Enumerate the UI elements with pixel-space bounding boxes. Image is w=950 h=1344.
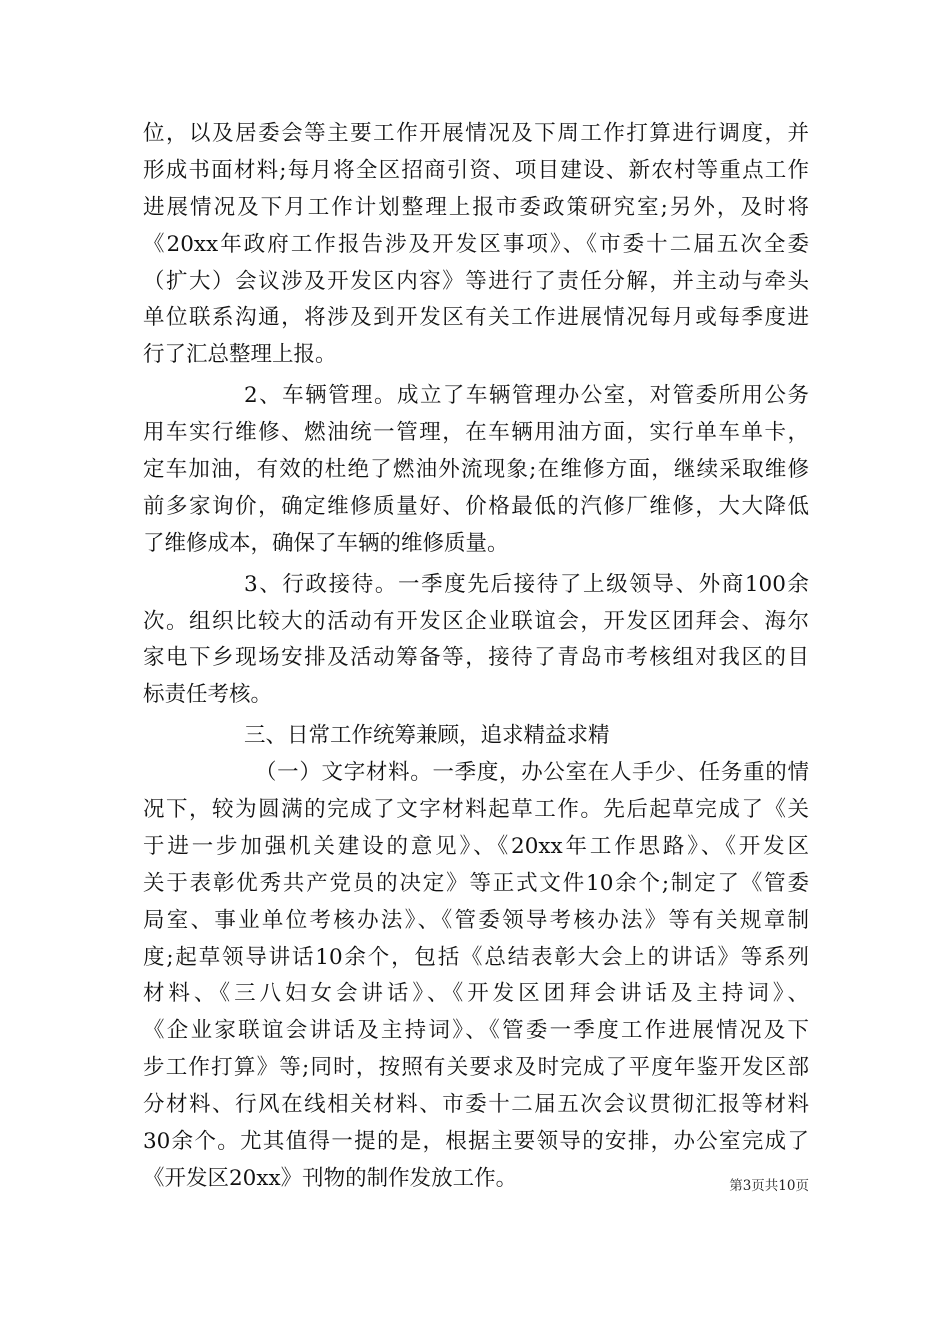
text-line: 行了汇总整理上报。	[143, 342, 337, 368]
document-body	[143, 116, 809, 1198]
text-line: 30余个。尤其值得一提的是，根据主要领导的安排，办公室完成了	[143, 1129, 809, 1155]
text-line: 《开发区20xx》刊物的制作发放工作。	[143, 1165, 518, 1191]
text-line: 进展情况及下月工作计划整理上报市委政策研究室;另外，及时将	[143, 194, 809, 220]
text-line: 前多家询价，确定维修质量好、价格最低的汽修厂维修，大大降低	[143, 493, 809, 519]
text-line: 标责任考核。	[143, 682, 273, 708]
text-line: 形成书面材料;每月将全区招商引资、项目建设、新农村等重点工作	[143, 157, 809, 183]
text-line: 定车加油，有效的杜绝了燃油外流现象;在维修方面，继续采取维修	[143, 457, 809, 483]
paragraph-first-line: （一）文字材料。一季度，办公室在人手少、任务重的情	[255, 760, 809, 786]
text-line: 用车实行维修、燃油统一管理，在车辆用油方面，实行单车单卡，	[143, 420, 809, 446]
text-line: 关于表彰优秀共产党员的决定》等正式文件10余个;制定了《管委	[143, 870, 809, 896]
text-line: （扩大）会议涉及开发区内容》等进行了责任分解，并主动与牵头	[143, 268, 809, 294]
text-line: 度;起草领导讲话10余个，包括《总结表彰大会上的讲话》等系列	[143, 944, 809, 970]
text-line: 位，以及居委会等主要工作开展情况及下周工作打算进行调度，并	[143, 121, 809, 146]
paragraph-first-line: 2、车辆管理。成立了车辆管理办公室，对管委所用公务	[244, 383, 809, 409]
text-line: 步工作打算》等;同时，按照有关要求及时完成了平度年鉴开发区部	[143, 1055, 809, 1081]
text-line: 家电下乡现场安排及活动筹备等，接待了青岛市考核组对我区的目	[143, 645, 809, 671]
text-line: 材料、《三八妇女会讲话》、《开发区团拜会讲话及主持词》、	[143, 981, 809, 1007]
text-line: 局室、事业单位考核办法》、《管委领导考核办法》等有关规章制	[143, 907, 809, 933]
text-line: 于进一步加强机关建设的意见》、《20xx年工作思路》、《开发区	[143, 833, 809, 859]
page-number: 第3页共10页	[729, 1178, 809, 1194]
text-line: 《20xx年政府工作报告涉及开发区事项》、《市委十二届五次全委	[143, 231, 809, 257]
section-heading: 三、日常工作统筹兼顾，追求精益求精	[244, 723, 610, 749]
text-line: 分材料、行风在线相关材料、市委十二届五次会议贯彻汇报等材料	[143, 1092, 809, 1118]
text-line: 单位联系沟通，将涉及到开发区有关工作进展情况每月或每季度进	[143, 305, 809, 331]
text-line: 次。组织比较大的活动有开发区企业联谊会，开发区团拜会、海尔	[143, 608, 809, 634]
paragraph-first-line: 3、行政接待。一季度先后接待了上级领导、外商100余	[244, 571, 809, 597]
text-line: 况下，较为圆满的完成了文字材料起草工作。先后起草完成了《关	[143, 797, 809, 823]
text-line: 了维修成本，确保了车辆的维修质量。	[143, 530, 509, 556]
text-line: 《企业家联谊会讲话及主持词》、《管委一季度工作进展情况及下	[143, 1018, 809, 1044]
